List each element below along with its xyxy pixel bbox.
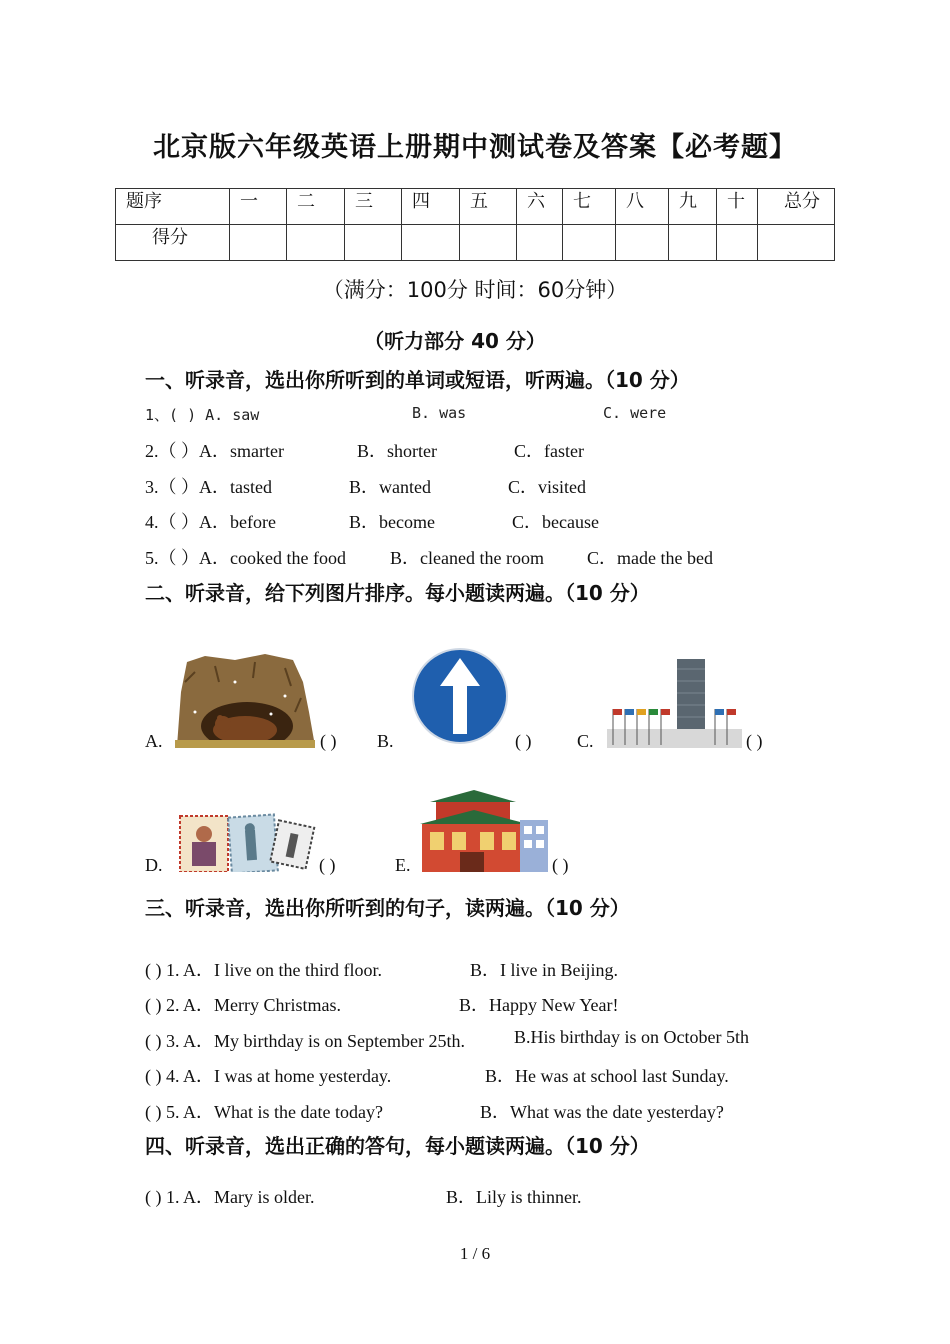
- stamps-picture: [178, 810, 316, 872]
- score-cell[interactable]: [669, 225, 717, 261]
- question-1-4-option-b: B．become: [349, 512, 435, 532]
- score-header-cell: 六: [517, 189, 563, 225]
- score-cell[interactable]: [717, 225, 758, 261]
- score-header-cell: 一: [230, 189, 287, 225]
- section-2-heading: 二、听录音，给下列图片排序。每小题读两遍。（10 分）: [145, 581, 650, 605]
- picture-e-label: E.: [395, 855, 411, 875]
- question-4-1-option-b: B．Lily is thinner.: [446, 1187, 582, 1207]
- score-header-cell: 十: [717, 189, 758, 225]
- score-cell[interactable]: [230, 225, 287, 261]
- question-3-1-option-b: B．I live in Beijing.: [470, 960, 618, 980]
- score-cell[interactable]: [517, 225, 563, 261]
- section-1-heading: 一、听录音，选出你所听到的单词或短语，听两遍。（10 分）: [145, 368, 690, 392]
- picture-d-blank[interactable]: ( ): [319, 855, 336, 875]
- picture-a-label: A.: [145, 731, 163, 751]
- listening-header: （听力部分 40 分）: [364, 329, 546, 353]
- picture-b-blank[interactable]: ( ): [515, 731, 532, 751]
- score-cell[interactable]: [287, 225, 345, 261]
- question-1-4: 4.（ ）A．before: [145, 512, 276, 532]
- picture-e-blank[interactable]: ( ): [552, 855, 569, 875]
- question-3-4-option-b: B．He was at school last Sunday.: [485, 1066, 729, 1086]
- section-3-heading: 三、听录音，选出你所听到的句子，读两遍。（10 分）: [145, 896, 630, 920]
- question-1-5-option-c: C．made the bed: [587, 548, 713, 568]
- question-3-5: ( ) 5. A．What is the date today?: [145, 1102, 383, 1122]
- score-header-cell: 七: [563, 189, 616, 225]
- question-1-3-option-b: B．wanted: [349, 477, 431, 497]
- question-1-2-option-b: B．shorter: [357, 441, 437, 461]
- exam-info: （满分：100分 时间：60分钟）: [322, 278, 628, 302]
- question-3-3: ( ) 3. A．My birthday is on September 25th.: [145, 1031, 465, 1051]
- chinese-buildings-picture: [416, 780, 548, 872]
- picture-b-label: B.: [377, 731, 394, 751]
- bear-cave-picture: [175, 652, 315, 748]
- score-cell[interactable]: [460, 225, 517, 261]
- score-row-label: 得分: [116, 225, 230, 261]
- arrow-sign-picture: [410, 648, 510, 748]
- question-3-5-option-b: B．What was the date yesterday?: [480, 1102, 724, 1122]
- question-1-3-option-c: C．visited: [508, 477, 587, 497]
- score-cell[interactable]: [402, 225, 460, 261]
- picture-d-label: D.: [145, 855, 163, 875]
- score-header-cell: 八: [616, 189, 669, 225]
- question-1-2: 2.（ ）A．smarter: [145, 441, 284, 461]
- question-1-2-option-c: C．faster: [514, 441, 584, 461]
- question-1-1-option-b: B. was: [412, 404, 467, 422]
- picture-c-label: C.: [577, 731, 594, 751]
- score-header-cell: 五: [460, 189, 517, 225]
- score-cell[interactable]: [563, 225, 616, 261]
- score-header-cell: 二: [287, 189, 345, 225]
- score-header-cell: 三: [345, 189, 402, 225]
- question-1-3: 3.（ ）A．tasted: [145, 477, 272, 497]
- question-3-2: ( ) 2. A．Merry Christmas.: [145, 995, 341, 1015]
- score-table-header-row: [116, 189, 835, 225]
- section-4-heading: 四、听录音，选出正确的答句，每小题读两遍。（10 分）: [145, 1134, 650, 1158]
- score-header-cell: 题序: [116, 189, 230, 225]
- question-1-5-option-b: B．cleaned the room: [390, 548, 544, 568]
- score-header-cell: 九: [669, 189, 717, 225]
- picture-c-blank[interactable]: ( ): [746, 731, 763, 751]
- question-3-2-option-b: B．Happy New Year!: [459, 995, 619, 1015]
- question-1-4-option-c: C．because: [512, 512, 599, 532]
- score-cell[interactable]: [345, 225, 402, 261]
- page-title: 北京版六年级英语上册期中测试卷及答案【必考题】: [153, 132, 797, 163]
- score-table: [115, 188, 835, 261]
- question-1-1-option-c: C. were: [603, 404, 667, 422]
- question-3-1: ( ) 1. A．I live on the third floor.: [145, 960, 382, 980]
- score-cell[interactable]: [616, 225, 669, 261]
- question-3-4: ( ) 4. A．I was at home yesterday.: [145, 1066, 392, 1086]
- page-number: 1 / 6: [459, 1244, 491, 1263]
- score-cell[interactable]: [758, 225, 835, 261]
- question-1-1: 1、( ) A. saw: [145, 406, 260, 424]
- un-building-picture: [607, 655, 742, 748]
- question-3-3-option-b: B.His birthday is on October 5th: [514, 1027, 749, 1047]
- score-header-cell: 总分: [758, 189, 835, 225]
- score-header-cell: 四: [402, 189, 460, 225]
- score-table-score-row: [116, 225, 835, 261]
- question-1-5: 5.（ ）A．cooked the food: [145, 548, 346, 568]
- picture-a-blank[interactable]: ( ): [320, 731, 337, 751]
- question-4-1: ( ) 1. A．Mary is older.: [145, 1187, 315, 1207]
